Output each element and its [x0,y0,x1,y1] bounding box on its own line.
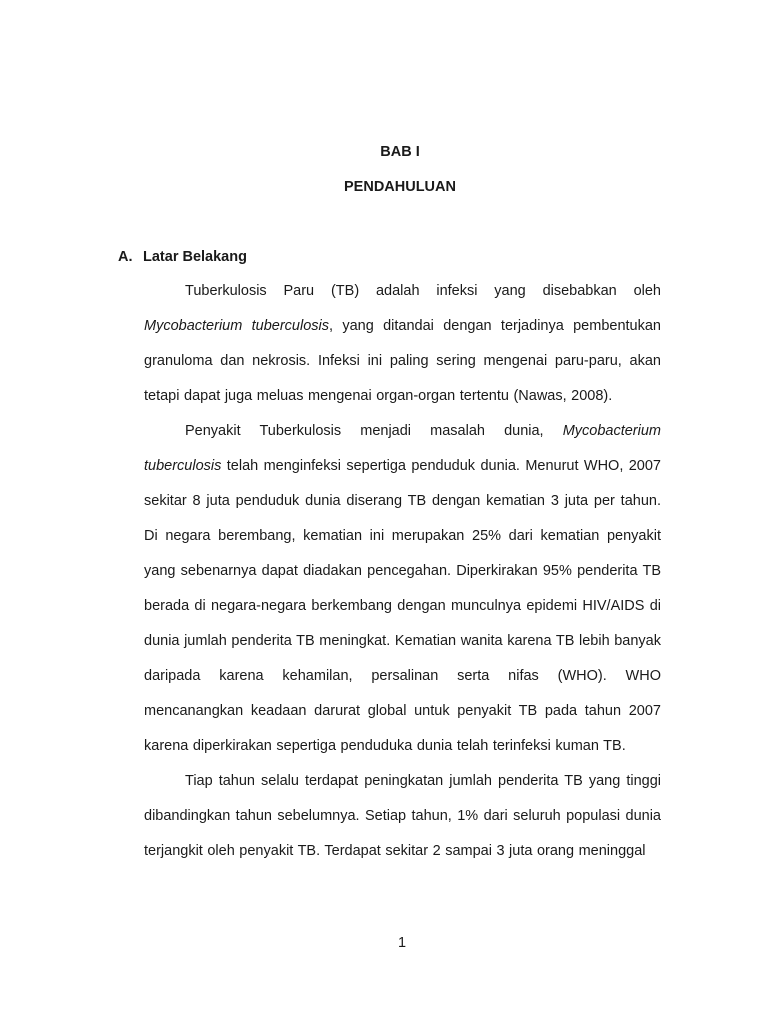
chapter-title: PENDAHULUAN [344,179,456,195]
paragraph [144,764,661,869]
text-run: Tuberkulosis Paru (TB) adalah infeksi yang disebabkan oleh [185,283,661,299]
body-text [144,274,661,869]
section-letter: A. [118,249,133,265]
section-heading [118,248,247,266]
text-run: Tiap tahun selalu terdapat peningkatan jumlah penderita TB yang tinggi dibandingkan tahun sebelumnya. Setiap tahun, 1% dari seluruh populasi dunia terjangkit oleh penyakit TB. Terdapat sekitar 2 sampai 3 juta orang meninggal [144,773,661,859]
paragraph [144,414,661,764]
chapter-number: BAB I [380,144,420,160]
text-run: , yang ditandai dengan terjadinya pembentukan granuloma dan nekrosis. Infeksi ini paling sering mengenai paru-paru, akan tetapi dapat juga meluas mengenai organ-organ tertentu (Nawas, 2008). [144,318,661,404]
text-run: Penyakit Tuberkulosis menjadi masalah dunia, [185,423,563,439]
section-title: Latar Belakang [143,249,247,265]
paragraph [144,274,661,414]
text-run: telah menginfeksi sepertiga penduduk dunia. Menurut WHO, 2007 sekitar 8 juta penduduk dunia diserang TB dengan kematian 3 juta per tahun. Di negara berembang, kematian ini merupakan 25% dari kematian penyakit yang sebenarnya dapat diadakan pencegahan. Diperkirakan 95% penderita TB berada di negara-negara berkembang dengan munculnya epidemi HIV/AIDS di dunia jumlah penderita TB meningkat. Kematian wanita karena TB lebih banyak daripada karena kehamilan, persalinan serta nifas (WHO). WHO mencanangkan keadaan darurat global untuk penyakit TB pada tahun 2007 karena diperkirakan sepertiga penduduka dunia telah terinfeksi kuman TB. [144,458,661,754]
text-run-italic: Mycobacterium tuberculosis [144,318,329,334]
page-number: 1 [397,935,407,951]
text-run-italic: Mycobacterium tuberculosis [144,423,661,474]
